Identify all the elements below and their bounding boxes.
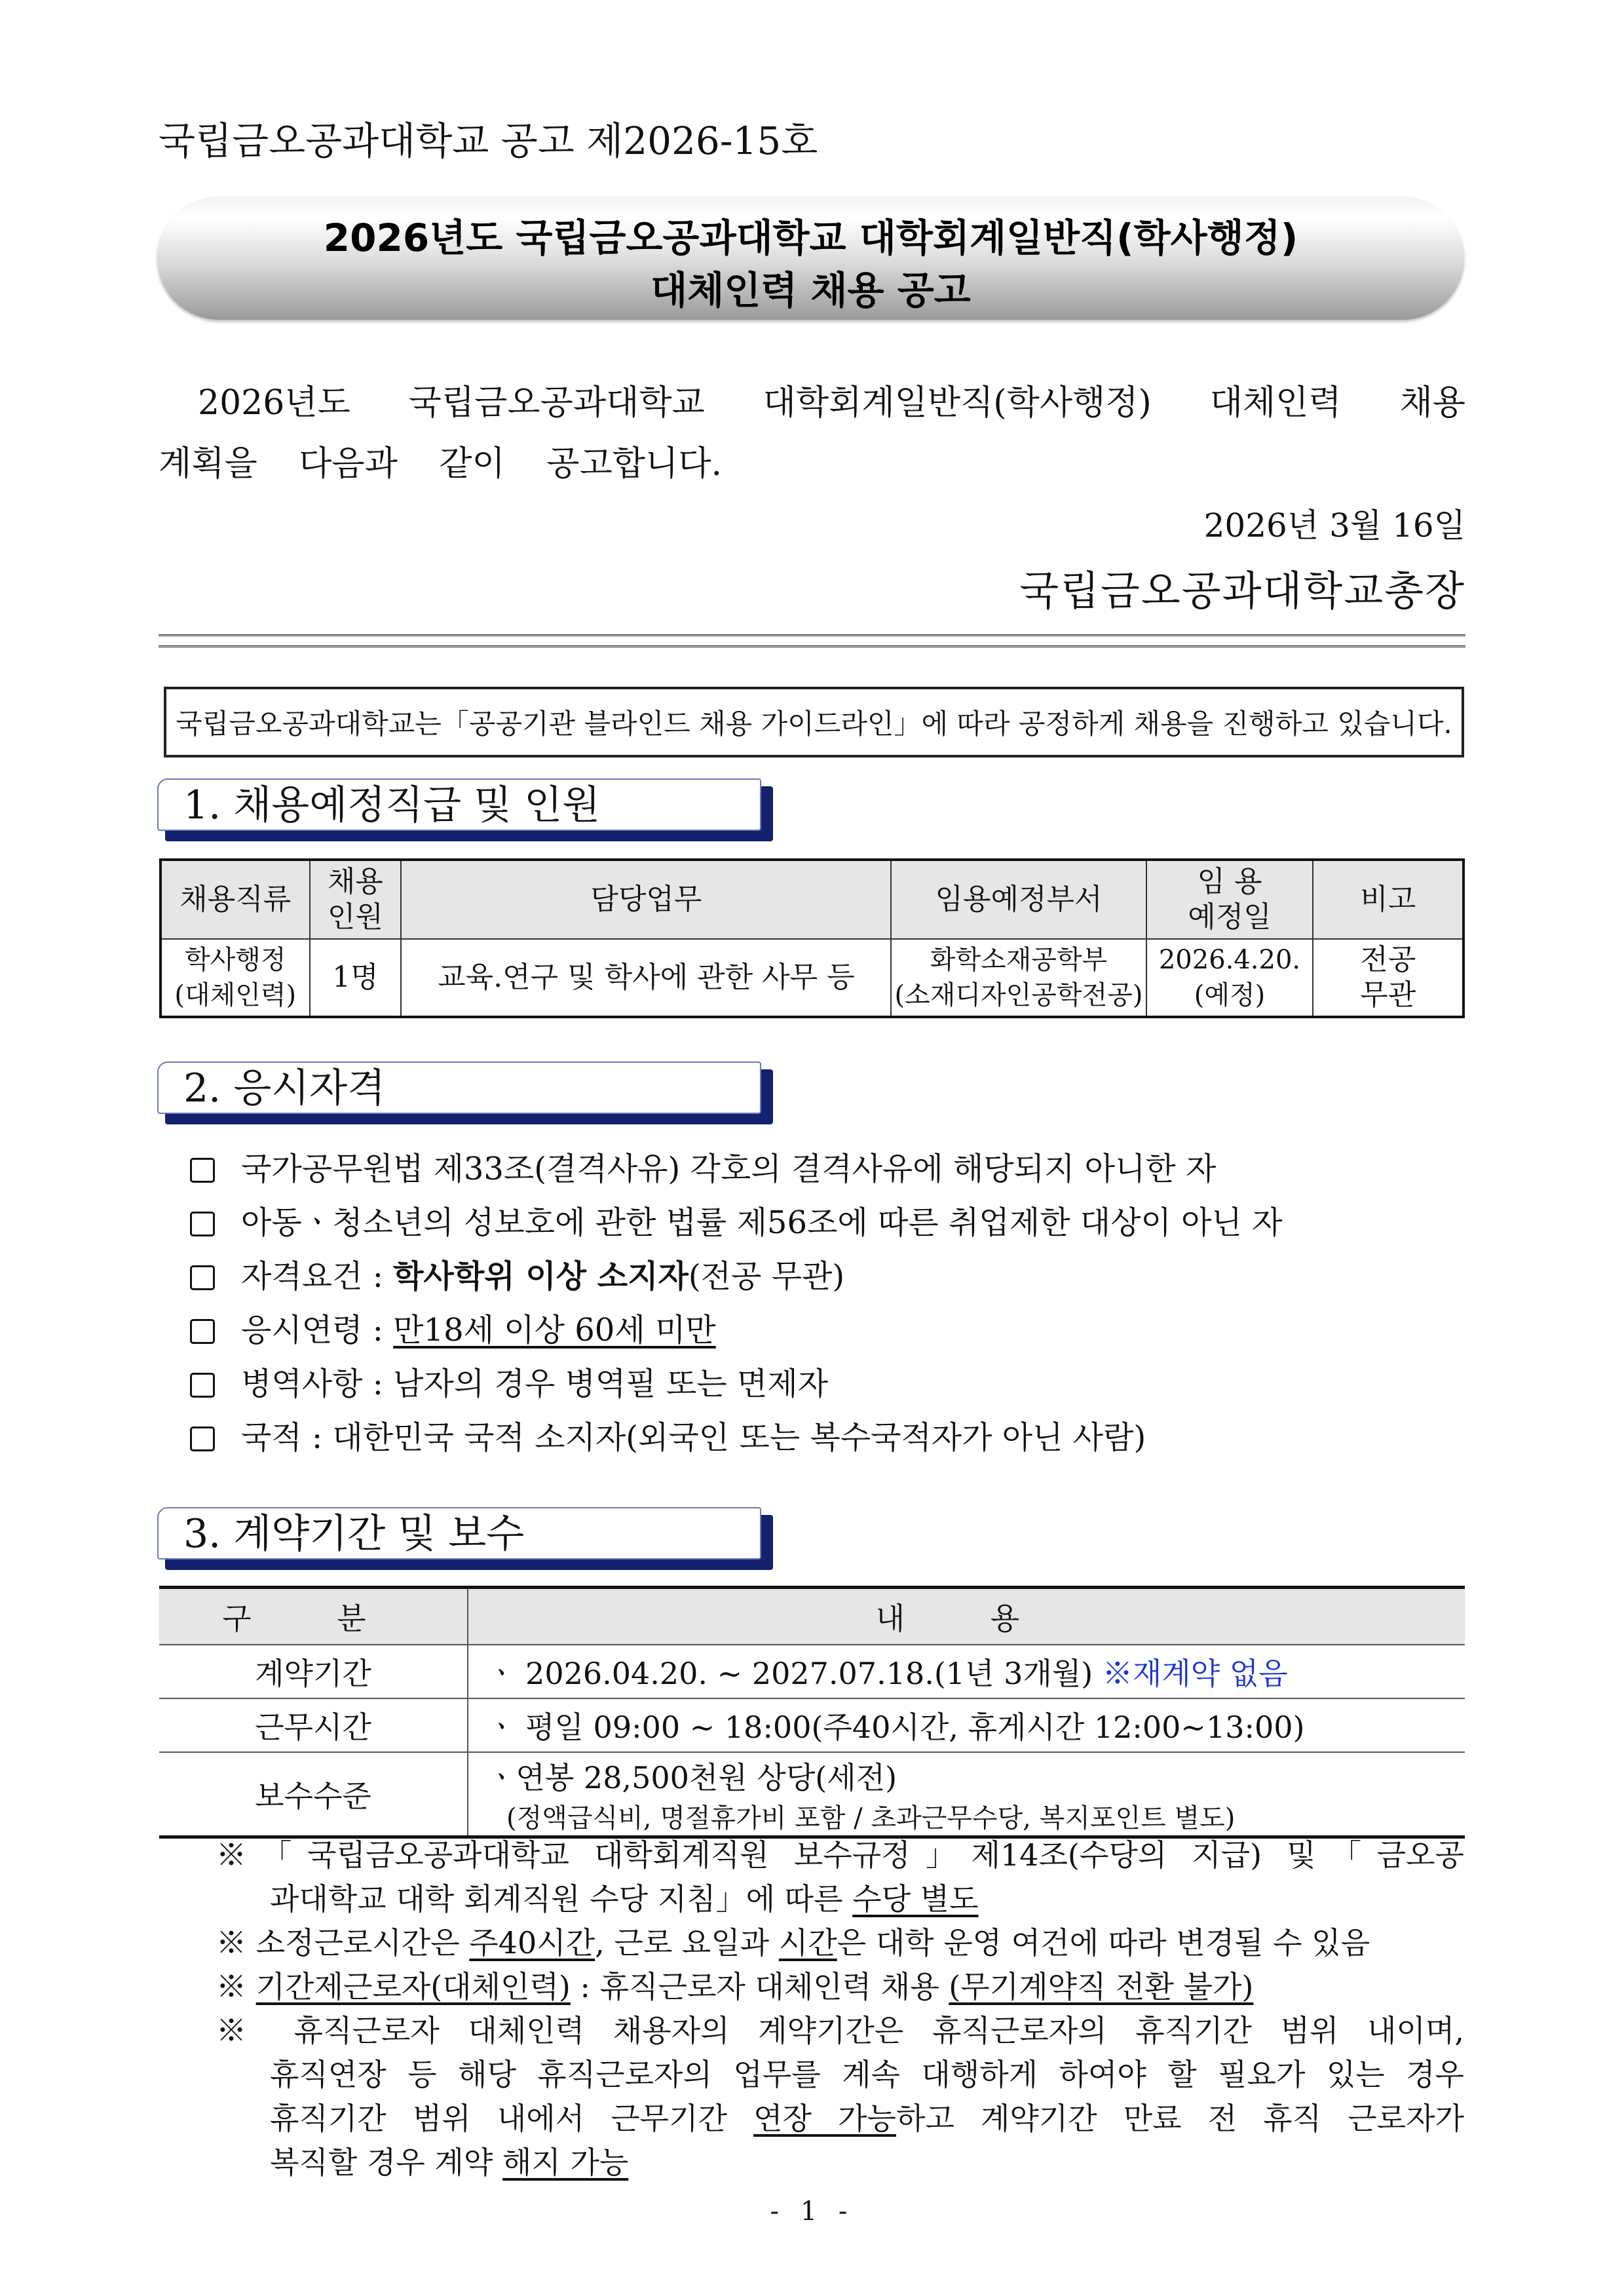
header-dept: 임용예정부서 — [891, 860, 1146, 939]
cell-type: 학사행정 (대체인력) — [161, 939, 310, 1017]
note-line: ※「국립금오공과대학교 대학회계직원 보수규정」제14조(수당의 지급) 및「금오공 — [216, 1837, 1464, 1873]
section-2-heading-text: 2. 응시자격 — [157, 1062, 761, 1114]
section-1-heading-text: 1. 채용예정직급 및 인원 — [157, 778, 761, 831]
title-line-1: 2026년도 국립금오공과대학교 대학회계일반직(학사행정) — [323, 216, 1298, 260]
qualification-item: 아동ㆍ청소년의 성보호에 관한 법률 제56조에 따른 취업제한 대상이 아닌 자 — [190, 1197, 1282, 1242]
note-line: 휴직연장 등 해당 휴직근로자의 업무를 계속 대행하게 하여야 할 필요가 있는 경우 — [270, 2057, 1464, 2092]
cell-value: ㆍ 평일 09:00 ~ 18:00(주40시간, 휴게시간 12:00~13:00) — [468, 1698, 1465, 1752]
checkbox-square-icon — [190, 1265, 215, 1290]
header-duty: 담당업무 — [401, 860, 891, 939]
checkbox-square-icon — [190, 1158, 215, 1183]
intro-line-2: 계획을 다음과 같이 공고합니다. — [159, 444, 722, 484]
header-date: 임 용 예정일 — [1146, 860, 1313, 939]
notice-number: 국립금오공과대학교 공고 제2026-15호 — [159, 119, 818, 163]
section-3-heading — [157, 1507, 773, 1562]
checkbox-square-icon — [190, 1426, 215, 1451]
table-row — [159, 1645, 1465, 1698]
qualification-item: 병역사항 : 남자의 경우 병역필 또는 면제자 — [190, 1358, 828, 1404]
checkbox-square-icon — [190, 1319, 215, 1344]
note-line: 복직할 경우 계약 해지 가능 — [270, 2145, 629, 2180]
cell-dept: 화학소재공학부 (소재디자인공학전공) — [891, 939, 1146, 1017]
header-content: 내 용 — [468, 1588, 1465, 1645]
note-line: 과대학교 대학 회계직원 수당 지침」에 따른 수당 별도 — [270, 1881, 979, 1917]
announcement-date: 2026년 3월 16일 — [1203, 507, 1465, 545]
cell-value: ㆍ연봉 28,500천원 상당(세전) (정액급식비, 명절휴가비 포함 / 초과근무수당, 복지포인트 별도) — [468, 1752, 1465, 1837]
cell-label: 근무시간 — [159, 1698, 468, 1752]
blind-recruitment-notice: 국립금오공과대학교는「공공기관 블라인드 채용 가이드라인」에 따라 공정하게 채용을 진행하고 있습니다. — [164, 687, 1464, 757]
qualification-item: 응시연령 : 만18세 이상 60세 미만 — [190, 1305, 716, 1350]
header-note: 비고 — [1313, 860, 1463, 939]
checkbox-square-icon — [190, 1212, 215, 1236]
note-line: ※ 소정근로시간은 주40시간, 근로 요일과 시간은 대학 운영 여건에 따라 변경될 수 있음 — [216, 1925, 1370, 1961]
title-banner — [157, 197, 1464, 320]
header-type: 채용직류 — [161, 860, 310, 939]
position-table — [159, 858, 1465, 1018]
header-count: 채용 인원 — [310, 860, 402, 939]
intro-line-1: 2026년도 국립금오공과대학교 대학회계일반직(학사행정) 대체인력 채용 — [198, 383, 1465, 423]
qualification-item: 국가공무원법 제33조(결격사유) 각호의 결격사유에 해당되지 아니한 자 — [190, 1143, 1216, 1189]
page-number: - 1 - — [770, 2196, 854, 2227]
note-line: ※ 기간제근로자(대체인력) : 휴직근로자 대체인력 채용 (무기계약직 전환 불가) — [216, 1969, 1254, 2004]
header-category: 구 분 — [159, 1588, 468, 1645]
section-1-heading — [157, 778, 773, 833]
cell-duty: 교육.연구 및 학사에 관한 사무 등 — [401, 939, 891, 1017]
cell-value: ㆍ 2026.04.20. ~ 2027.07.18.(1년 3개월) ※재계약 없음 — [468, 1645, 1465, 1698]
table-row — [159, 1698, 1465, 1752]
note-line: 휴직기간 범위 내에서 근무기간 연장 가능하고 계약기간 만료 전 휴직 근로자가 — [270, 2101, 1464, 2136]
salary-subnote: (정액급식비, 명절휴가비 포함 / 초과근무수당, 복지포인트 별도) — [506, 1803, 1236, 1833]
section-3-heading-text: 3. 계약기간 및 보수 — [157, 1507, 761, 1559]
cell-date: 2026.4.20. (예정) — [1146, 939, 1313, 1017]
double-divider — [159, 634, 1465, 647]
qualification-item: 국적 : 대한민국 국적 소지자(외국인 또는 복수국적자가 아닌 사람) — [190, 1412, 1146, 1457]
cell-label: 보수수준 — [159, 1752, 468, 1837]
contract-table — [159, 1586, 1465, 1839]
issuer: 국립금오공과대학교총장 — [1019, 567, 1465, 615]
checkbox-square-icon — [190, 1373, 215, 1398]
table-row — [161, 939, 1463, 1017]
title-line-2: 대체인력 채용 공고 — [651, 268, 971, 313]
cell-label: 계약기간 — [159, 1645, 468, 1698]
table-header-row — [161, 860, 1463, 939]
cell-count: 1명 — [310, 939, 402, 1017]
table-header-row — [159, 1588, 1465, 1645]
note-line: ※ 휴직근로자 대체인력 채용자의 계약기간은 휴직근로자의 휴직기간 범위 내이며, — [216, 2013, 1464, 2048]
section-2-heading — [157, 1062, 773, 1117]
table-row — [159, 1752, 1465, 1837]
no-renewal-highlight: ※재계약 없음 — [1102, 1656, 1288, 1691]
cell-note: 전공 무관 — [1313, 939, 1463, 1017]
qualification-item: 자격요건 : 학사학위 이상 소지자(전공 무관) — [190, 1251, 844, 1296]
